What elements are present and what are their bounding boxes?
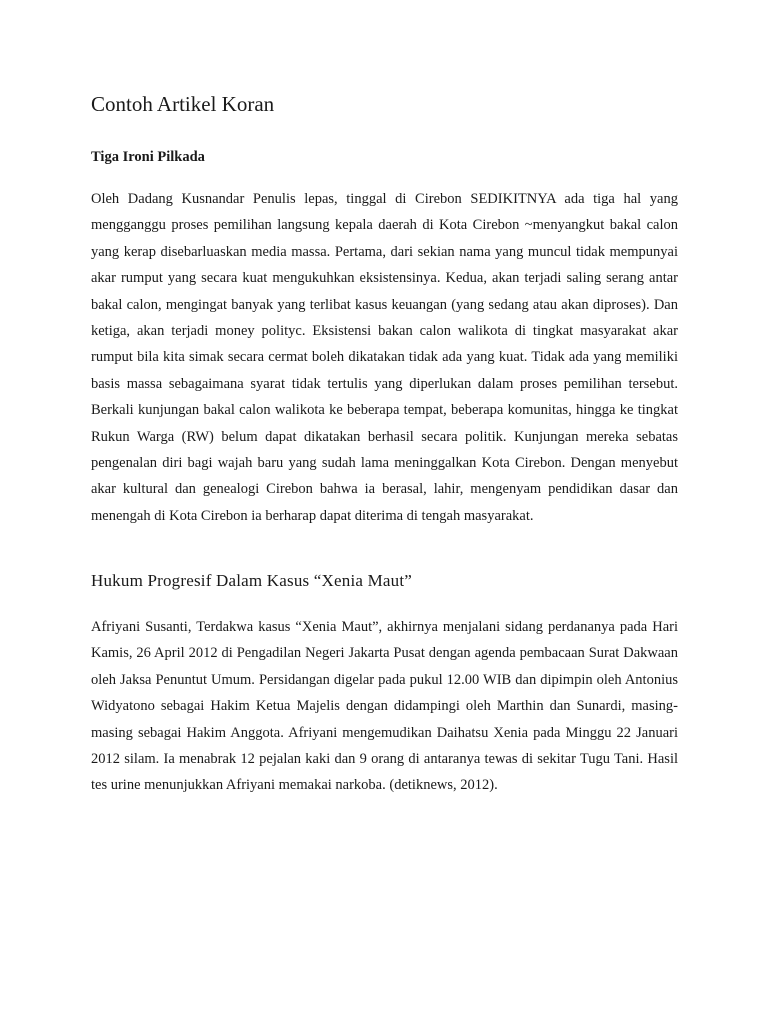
article-2-title: Hukum Progresif Dalam Kasus “Xenia Maut” bbox=[91, 571, 413, 590]
article-1-body: Oleh Dadang Kusnandar Penulis lepas, tinggal di Cirebon SEDIKITNYA ada tiga hal yang mengganggu proses pemilihan langsung kepala daerah di Kota Cirebon ~menyangkut bakal calon yang kerap disebarluaskan media massa. Pertama, dari sekian nama yang muncul tidak mempunyai akar rumput yang secara kuat mengukuhkan eksistensinya. Kedua, akan terjadi saling serang antar bakal calon, mengingat banyak yang terlibat kasus keuangan (yang sedang atau akan diproses). Dan ketiga, akan terjadi money polityc. Eksistensi bakan calon walikota di tingkat masyarakat akar rumput bila kita simak secara cermat boleh dikatakan tidak ada yang kuat. Tidak ada yang memiliki basis massa sebagaimana syarat tidak tertulis yang diperlukan dalam proses pemilihan tersebut. Berkali kunjungan bakal calon walikota ke beberapa tempat, beberapa komunitas, hingga ke tingkat Rukun Warga (RW) belum dapat dikatakan berhasil secara politik. Kunjungan mereka sebatas pengenalan diri bagi wajah baru yang sudah lama meninggalkan Kota Cirebon. Dengan menyebut akar kultural dan genealogi Cirebon bahwa ia berasal, lahir, mengenyam pendidikan dasar dan menengah di Kota Cirebon ia berharap dapat diterima di tengah masyarakat. bbox=[91, 191, 678, 524]
article-2-body: Afriyani Susanti, Terdakwa kasus “Xenia Maut”, akhirnya menjalani sidang perdananya pada Hari Kamis, 26 April 2012 di Pengadilan Negeri Jakarta Pusat dengan agenda pembacaan Surat Dakwaan oleh Jaksa Penuntut Umum. Persidangan digelar pada pukul 12.00 WIB dan dipimpin oleh Antonius Widyatono sebagai Hakim Ketua Majelis dengan didampingi oleh Marthin dan Sunardi, masing-masing sebagai Hakim Anggota. Afriyani mengemudikan Daihatsu Xenia pada Minggu 22 Januari 2012 silam. Ia menabrak 12 pejalan kaki dan 9 orang di antaranya tewas di sekitar Tugu Tani. Hasil tes urine menunjukkan Afriyani memakai narkoba. (detiknews, 2012). bbox=[91, 619, 678, 794]
article-1-title: Tiga Ironi Pilkada bbox=[91, 149, 205, 165]
page-title: Contoh Artikel Koran bbox=[91, 92, 275, 116]
